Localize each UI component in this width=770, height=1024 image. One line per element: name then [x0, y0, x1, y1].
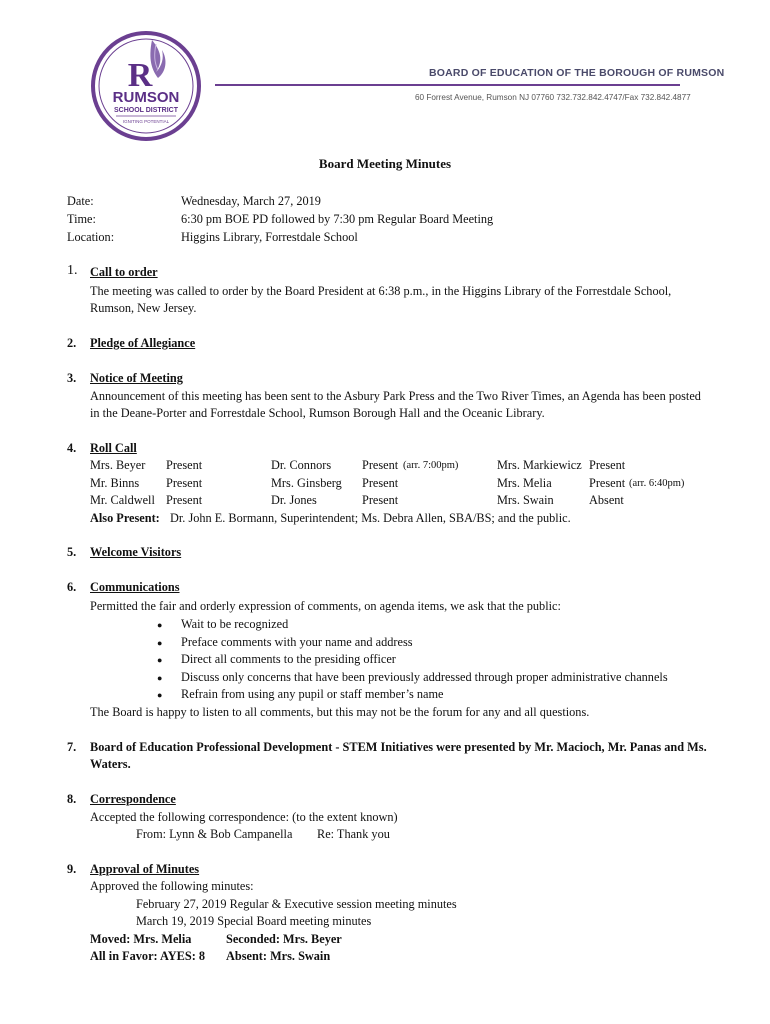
roll-status: Present [362, 493, 399, 507]
section-1-text: The meeting was called to order by the Board President at 6:38 p.m., in the Higgins Library of the Forrestdale School, [90, 284, 672, 298]
section-9-text: Approved the following minutes: [90, 879, 254, 893]
bullet-dot: ● [157, 673, 163, 683]
section-9-number: 9. [67, 862, 77, 876]
header-rule [215, 84, 680, 86]
location-value: Higgins Library, Forrestdale School [181, 230, 358, 244]
also-present-label: Also Present: [90, 511, 160, 525]
minutes-item: March 19, 2019 Special Board meeting minutes [136, 914, 372, 928]
section-8-heading: Correspondence [90, 792, 176, 806]
communication-rule: Discuss only concerns that have been previously addressed through proper administrative channels [181, 670, 668, 684]
section-5-heading: Welcome Visitors [90, 545, 182, 559]
communication-rule: Direct all comments to the presiding officer [181, 652, 396, 666]
section-3-number: 3. [67, 371, 77, 385]
roll-status: Present [166, 476, 203, 490]
roll-name: Dr. Connors [271, 458, 332, 472]
vote-favor: All in Favor: AYES: 8 [90, 949, 206, 963]
roll-name: Mrs. Ginsberg [271, 476, 342, 490]
svg-text:RUMSON: RUMSON [112, 89, 180, 106]
section-2-heading: Pledge of Allegiance [90, 336, 196, 350]
page-title: Board Meeting Minutes [318, 156, 452, 171]
also-present-text: Dr. John E. Bormann, Superintendent; Ms. Debra Allen, SBA/BS; and the public. [170, 511, 571, 525]
section-7-text: Waters. [90, 757, 131, 771]
section-4-heading: Roll Call [90, 441, 137, 455]
board-address: 60 Forrest Avenue, Rumson NJ 07760 732.732.842.4747/Fax 732.842.4877 [415, 93, 691, 102]
date-label: Date: [67, 194, 94, 208]
section-6-heading: Communications [90, 580, 180, 594]
section-7-text: Board of Education Professional Development - STEM Initiatives were presented by Mr. Macioch, Mr. Panas and Ms. [90, 740, 707, 754]
svg-text:R: R [127, 57, 153, 94]
roll-name: Mr. Caldwell [90, 493, 155, 507]
motion-seconded: Seconded: Mrs. Beyer [226, 932, 342, 946]
correspondence-re: Re: Thank you [317, 827, 390, 841]
section-3-heading: Notice of Meeting [90, 371, 183, 385]
section-6-intro: Permitted the fair and orderly expression of comments, on agenda items, we ask that the public: [90, 599, 561, 613]
location-label: Location: [67, 230, 115, 244]
communication-rule: Refrain from using any pupil or staff member’s name [181, 687, 444, 701]
bullet-dot: ● [157, 690, 163, 700]
minutes-item: February 27, 2019 Regular & Executive session meeting minutes [136, 897, 457, 911]
roll-name: Mrs. Beyer [90, 458, 146, 472]
roll-note: (arr. 7:00pm) [403, 460, 459, 471]
communication-rule: Preface comments with your name and address [181, 635, 413, 649]
roll-status: Present [166, 458, 203, 472]
section-8-text: Accepted the following correspondence: (to the extent known) [90, 810, 398, 824]
section-1-number: 1. [67, 263, 78, 278]
roll-name: Mrs. Markiewicz [497, 458, 582, 472]
section-6-number: 6. [67, 580, 77, 594]
time-value: 6:30 pm BOE PD followed by 7:30 pm Regular Board Meeting [181, 212, 494, 226]
bullet-dot: ● [157, 620, 163, 630]
roll-name: Mr. Binns [90, 476, 140, 490]
roll-status: Present [362, 476, 399, 490]
roll-status: Present [589, 476, 626, 490]
roll-note: (arr. 6:40pm) [629, 478, 685, 489]
section-3-text: in the Deane-Porter and Forrestdale School, Rumson Borough Hall and the Oceanic Library. [90, 406, 545, 420]
section-8-number: 8. [67, 792, 77, 806]
section-1-heading: Call to order [90, 265, 158, 279]
district-logo [90, 30, 202, 142]
section-6-closing: The Board is happy to listen to all comments, but this may not be the forum for any and all questions. [90, 705, 590, 719]
time-label: Time: [67, 212, 96, 226]
section-9-heading: Approval of Minutes [90, 862, 200, 876]
roll-status: Present [362, 458, 399, 472]
roll-name: Mrs. Melia [497, 476, 552, 490]
motion-moved: Moved: Mrs. Melia [90, 932, 192, 946]
roll-status: Absent [589, 493, 624, 507]
bullet-dot: ● [157, 638, 163, 648]
roll-status: Present [589, 458, 626, 472]
section-4-number: 4. [67, 441, 77, 455]
date-value: Wednesday, March 27, 2019 [181, 194, 321, 208]
roll-status: Present [166, 493, 203, 507]
board-name: BOARD OF EDUCATION OF THE BOROUGH OF RUMSON [429, 67, 725, 79]
vote-absent: Absent: Mrs. Swain [226, 949, 331, 963]
bullet-dot: ● [157, 655, 163, 665]
section-2-number: 2. [67, 336, 77, 350]
svg-text:IGNITING POTENTIAL: IGNITING POTENTIAL [122, 119, 170, 124]
section-1-text: Rumson, New Jersey. [90, 301, 197, 315]
section-5-number: 5. [67, 545, 77, 559]
svg-text:SCHOOL DISTRICT: SCHOOL DISTRICT [113, 107, 179, 114]
rumson-seal-icon [90, 30, 202, 142]
section-7-number: 7. [67, 740, 77, 754]
roll-name: Dr. Jones [271, 493, 317, 507]
section-3-text: Announcement of this meeting has been sent to the Asbury Park Press and the Two River Times, an Agenda has been posted [90, 389, 701, 403]
correspondence-from: From: Lynn & Bob Campanella [136, 827, 293, 841]
communication-rule: Wait to be recognized [181, 617, 289, 631]
roll-name: Mrs. Swain [497, 493, 554, 507]
